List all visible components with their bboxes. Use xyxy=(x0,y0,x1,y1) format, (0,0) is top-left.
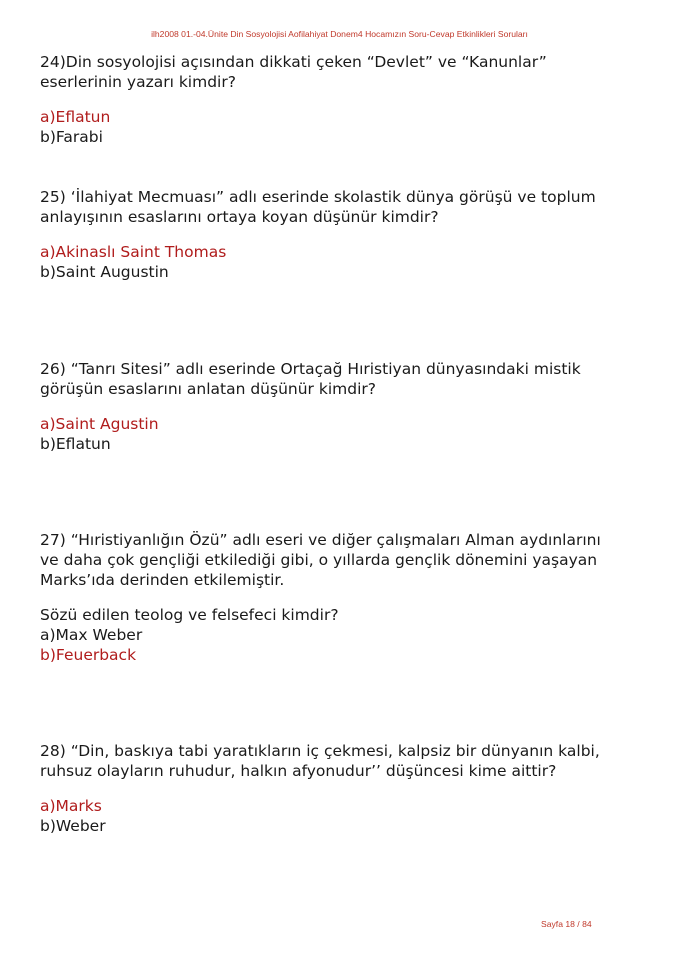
answer-option-b: b)Weber xyxy=(40,817,106,835)
question-text-line: eserlerinin yazarı kimdir? xyxy=(40,73,236,91)
answer-option-a: a)Marks xyxy=(40,797,102,815)
question-27 xyxy=(40,530,660,665)
question-28 xyxy=(40,741,660,836)
question-text-line: 26) “Tanrı Sitesi” adlı eserinde Ortaçağ Hıristiyan dünyasındaki mistik xyxy=(40,360,581,378)
question-text-line: anlayışının esaslarını ortaya koyan düşünür kimdir? xyxy=(40,208,439,226)
question-text-line: ve daha çok gençliği etkilediği gibi, o yıllarda gençlik dönemini yaşayan xyxy=(40,551,598,569)
answer-option-b: b)Feuerback xyxy=(40,646,137,664)
question-text-line: 28) “Din, baskıya tabi yaratıkların iç çekmesi, kalpsiz bir dünyanın kalbi, xyxy=(40,742,600,760)
answer-option-b: b)Farabi xyxy=(40,128,103,146)
question-24 xyxy=(40,52,660,147)
question-text-line: 27) “Hıristiyanlığın Özü” adlı eseri ve diğer çalışmaları Alman aydınlarını xyxy=(40,531,601,549)
answer-option-b: b)Eflatun xyxy=(40,435,111,453)
question-subtext: Sözü edilen teolog ve felsefeci kimdir? xyxy=(40,606,339,624)
question-text-line: Marks’ıda derinden etkilemiştir. xyxy=(40,571,285,589)
page-number: Sayfa 18 / 84 xyxy=(541,919,592,929)
question-text-line: 24)Din sosyolojisi açısından dikkati çeken “Devlet” ve “Kanunlar” xyxy=(40,53,547,71)
question-26 xyxy=(40,359,660,454)
question-text-line: görüşün esaslarını anlatan düşünür kimdir? xyxy=(40,380,376,398)
answer-option-a: a)Eflatun xyxy=(40,108,111,126)
question-text-line: 25) ‘İlahiyat Mecmuası” adlı eserinde skolastik dünya görüşü ve toplum xyxy=(40,188,596,206)
answer-option-a: a)Akinaslı Saint Thomas xyxy=(40,243,227,261)
answer-option-b: b)Saint Augustin xyxy=(40,263,169,281)
question-text-line: ruhsuz olayların ruhudur, halkın afyonudur’’ düşüncesi kime aittir? xyxy=(40,762,557,780)
answer-option-a: a)Saint Agustin xyxy=(40,415,159,433)
answer-option-a: a)Max Weber xyxy=(40,626,143,644)
question-25 xyxy=(40,187,660,282)
page-header: ilh2008 01.-04.Ünite Din Sosyolojisi Aofilahiyat Donem4 Hocamızın Soru-Cevap Etkinlikleri Soruları xyxy=(151,29,528,39)
